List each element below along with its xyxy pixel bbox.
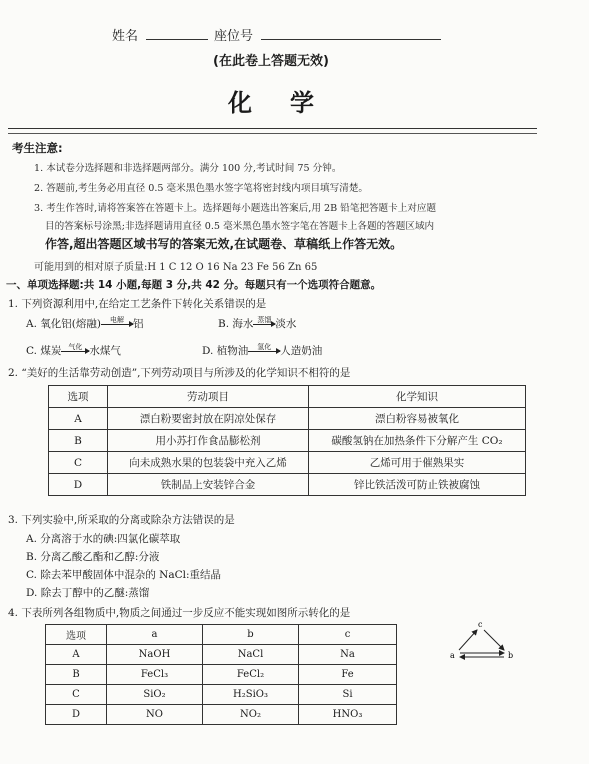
q1-c-arrow	[61, 343, 89, 352]
q1-d-reactant: D. 植物油	[202, 345, 249, 357]
table-row	[46, 685, 397, 705]
q1-b-reactant: B. 海水	[218, 318, 254, 330]
q2-cell: 碳酸氢钠在加热条件下分解产生 CO₂	[309, 430, 526, 452]
q2-cell: 锌比铁活泼可防止铁被腐蚀	[309, 474, 526, 496]
q2-header-project: 劳动项目	[108, 386, 309, 408]
q3-option-b: B. 分离乙酸乙酯和乙醇:分液	[26, 551, 160, 563]
q1-b-condition: 蒸馏	[257, 315, 272, 324]
q1-a-product: 铝	[132, 318, 144, 330]
q4-header-c: c	[299, 625, 397, 645]
q2-cell: 乙烯可用于催熟果实	[309, 452, 526, 474]
arrow-icon	[248, 351, 280, 352]
subject-title: 化学	[228, 88, 352, 117]
q2-cell: 漂白粉容易被氧化	[309, 408, 526, 430]
q4-header-a: a	[107, 625, 203, 645]
section1-heading: 一、单项选择题:共 14 小题,每题 3 分,共 42 分。每题只有一个选项符合题意。	[6, 279, 382, 291]
notice-item-3b: 目的答案标号涂黑;非选择题请用直径 0.5 毫米黑色墨水签字笔在答题卡上各题的答题区域内	[45, 221, 435, 232]
diagram-label-c: c	[478, 620, 483, 629]
q4-cell: NaOH	[107, 645, 203, 665]
q3-stem: 3. 下列实验中,所采取的分离或除杂方法错误的是	[8, 514, 235, 526]
q3-option-c: C. 除去苯甲酸固体中混杂的 NaCl:重结晶	[26, 569, 222, 581]
q1-c-condition: 气化	[68, 342, 83, 351]
table-row	[46, 665, 397, 685]
q3-option-d: D. 除去丁醇中的乙醚:蒸馏	[26, 587, 150, 599]
q4-header-b: b	[203, 625, 299, 645]
q2-cell: 向未成熟水果的包装袋中充入乙烯	[108, 452, 309, 474]
arrow-icon	[253, 324, 275, 325]
arrow-icon	[61, 351, 89, 352]
q2-cell: 用小苏打作食品膨松剂	[108, 430, 309, 452]
q4-cell: FeCl₃	[107, 665, 203, 685]
q3-option-a: A. 分离溶于水的碘:四氯化碳萃取	[26, 533, 181, 545]
q4-cell: FeCl₂	[203, 665, 299, 685]
header-rule-bottom	[8, 133, 537, 134]
q2-cell: A	[49, 408, 108, 430]
table-row	[46, 705, 397, 725]
q2-header-knowledge: 化学知识	[309, 386, 526, 408]
table-row	[49, 408, 526, 430]
q4-cell: D	[46, 705, 107, 725]
table-row	[46, 645, 397, 665]
seat-blank	[261, 27, 441, 40]
q2-table-header	[49, 386, 526, 408]
q1-d-arrow	[248, 343, 280, 352]
invalid-note: (在此卷上答题无效)	[213, 54, 329, 69]
table-row	[49, 452, 526, 474]
q1-b-product: 淡水	[275, 318, 297, 330]
q4-cell: NaCl	[203, 645, 299, 665]
q4-table-header	[46, 625, 397, 645]
diagram-label-b: b	[508, 651, 514, 660]
q4-cell: SiO₂	[107, 685, 203, 705]
q2-cell: 漂白粉要密封放在阴凉处保存	[108, 408, 309, 430]
q1-option-c	[26, 343, 121, 358]
notice-item-3c: 作答,超出答题区域书写的答案无效,在试题卷、草稿纸上作答无效。	[45, 237, 403, 251]
q2-table	[48, 385, 526, 496]
q2-cell: B	[49, 430, 108, 452]
q1-option-a	[26, 316, 143, 331]
q4-cell: NO₂	[203, 705, 299, 725]
q1-a-reactant: A. 氧化铝(熔融)	[26, 318, 101, 330]
q1-b-arrow	[253, 316, 275, 325]
q4-header-option: 选项	[46, 625, 107, 645]
name-label: 姓名	[112, 29, 139, 44]
q1-option-b	[218, 316, 296, 331]
notice-item-3a: 3. 考生作答时,请将答案答在答题卡上。选择题每小题选出答案后,用 2B 铅笔把答题卡上对应题	[34, 203, 437, 214]
name-field-row	[112, 25, 208, 44]
q2-cell: D	[49, 474, 108, 496]
arrow-c-to-b	[484, 630, 504, 650]
q4-cell: B	[46, 665, 107, 685]
q1-a-arrow	[101, 316, 133, 325]
q4-cell: C	[46, 685, 107, 705]
q1-stem: 1. 下列资源利用中,在给定工艺条件下转化关系错误的是	[8, 298, 267, 310]
name-blank	[146, 27, 208, 40]
q4-cell: A	[46, 645, 107, 665]
q1-c-product: 水煤气	[89, 345, 121, 357]
notice-heading: 考生注意:	[12, 141, 63, 155]
q1-d-condition: 氢化	[257, 342, 272, 351]
q4-stem: 4. 下表所列各组物质中,物质之间通过一步反应不能实现如图所示转化的是	[8, 607, 351, 619]
header-rule-top	[8, 128, 537, 129]
q2-cell: 铁制品上安装锌合金	[108, 474, 309, 496]
q1-a-condition: 电解	[109, 315, 124, 324]
q2-stem: 2. “美好的生活靠劳动创造”,下列劳动项目与所涉及的化学知识不相符的是	[8, 367, 351, 379]
q4-cell: Na	[299, 645, 397, 665]
q2-header-option: 选项	[49, 386, 108, 408]
q1-c-reactant: C. 煤炭	[26, 345, 62, 357]
q4-cell: HNO₃	[299, 705, 397, 725]
q4-table	[45, 624, 397, 725]
q1-option-d	[202, 343, 322, 358]
atomic-masses: 可能用到的相对原子质量:H 1 C 12 O 16 Na 23 Fe 56 Zn 65	[34, 262, 318, 273]
notice-item-1: 1. 本试卷分选择题和非选择题两部分。满分 100 分,考试时间 75 分钟。	[34, 163, 342, 174]
arrow-icon	[101, 324, 133, 325]
q4-cell: NO	[107, 705, 203, 725]
q4-conversion-diagram	[448, 616, 524, 666]
seat-field-row	[214, 25, 441, 44]
diagram-label-a: a	[450, 651, 455, 660]
table-row	[49, 430, 526, 452]
q2-cell: C	[49, 452, 108, 474]
arrow-a-to-c	[459, 630, 477, 650]
q4-cell: Si	[299, 685, 397, 705]
seat-label: 座位号	[214, 29, 254, 44]
q4-cell: Fe	[299, 665, 397, 685]
q1-d-product: 人造奶油	[280, 345, 323, 357]
table-row	[49, 474, 526, 496]
notice-item-2: 2. 答题前,考生务必用直径 0.5 毫米黑色墨水签字笔将密封线内项目填写清楚。	[34, 183, 369, 194]
q4-cell: H₂SiO₃	[203, 685, 299, 705]
